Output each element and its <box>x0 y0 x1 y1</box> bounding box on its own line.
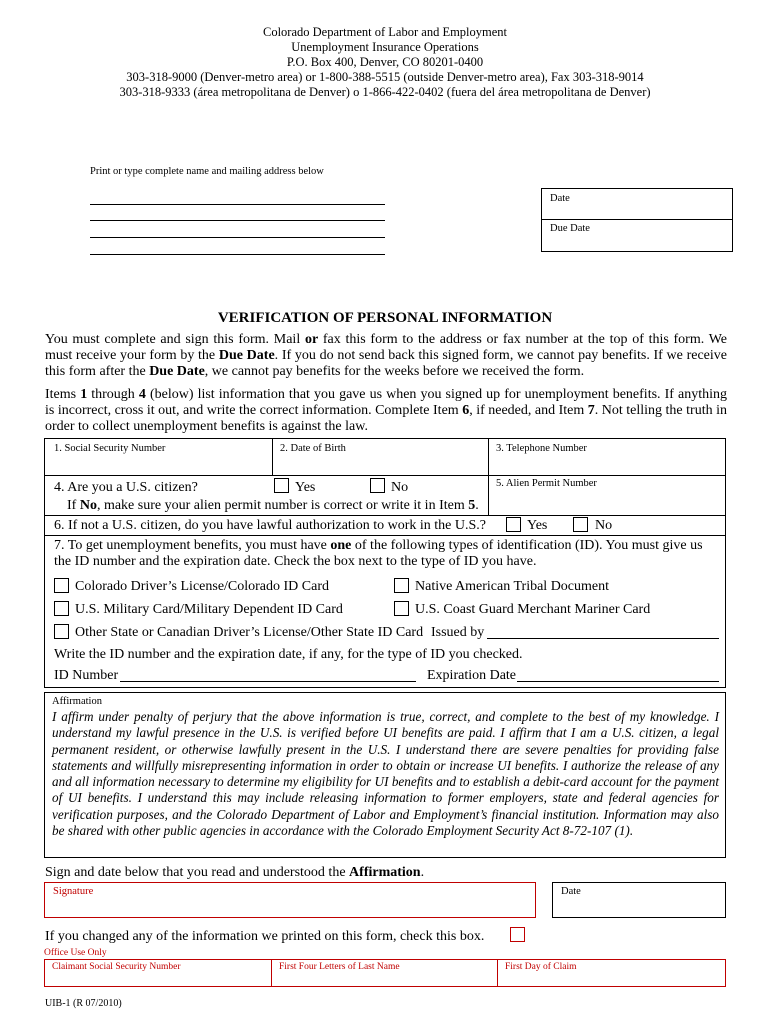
id-coast-guard-label: U.S. Coast Guard Merchant Mariner Card <box>415 602 651 617</box>
id-other-checkbox[interactable] <box>54 624 69 639</box>
item-phone-label: 3. Telephone Number <box>496 443 587 454</box>
address-line-4[interactable] <box>90 254 385 255</box>
id-native-label: Native American Tribal Document <box>415 579 610 594</box>
address-line-3[interactable] <box>90 237 385 238</box>
address-line-2[interactable] <box>90 220 385 221</box>
id-number-label: ID Number <box>54 668 119 683</box>
id-coast-guard-checkbox[interactable] <box>394 601 409 616</box>
expiration-date-label: Expiration Date <box>427 668 517 683</box>
citizen-no-label: No <box>391 480 409 495</box>
office-ssn-label: Claimant Social Security Number <box>52 962 181 972</box>
id-instruction: 7. To get unemployment benefits, you must have one of the following types of identification (ID). You must give us the ID number and the expiration date. Check the box next to the type of ID you have. <box>54 538 703 569</box>
affirmation-text: I affirm under penalty of perjury that the above information is true, correct, and complete to the best of my knowledge. I understand my lawful presence in the U.S. is verified before UI benefits are paid. I affirm that I am a U.S. citizen, a legal permanent resident, or otherwise lawfully present in the U.S. I understand there are severe penalties for providing false statements and willfully misrepresenting information in order to obtain or increase UI benefits. I authorize the release of any and all information necessary to determine my eligibility for UI benefits and to establish a debit-card account for the payment of UI benefits. I understand this may include releasing information to former employers, state and federal agencies for verification purposes, and the Colorado Department of Labor and Employment’s financial institution. Information may also be shared with other public agencies in accordance with the Colorado Employment Security Act 8-72-107 (1). <box>52 709 719 839</box>
citizen-question: 4. Are you a U.S. citizen? <box>54 480 198 495</box>
changed-info-instruction: If you changed any of the information we printed on this form, check this box. <box>45 929 485 944</box>
id-colorado-checkbox[interactable] <box>54 578 69 593</box>
header-line-2: Unemployment Insurance Operations <box>291 40 479 54</box>
citizen-yes-label: Yes <box>295 480 316 495</box>
address-instruction: Print or type complete name and mailing address below <box>90 166 324 177</box>
if-no-instruction: If No, make sure your alien permit number is correct or write it in Item 5. <box>67 498 479 513</box>
citizen-no-checkbox[interactable] <box>370 478 385 493</box>
id-number-field[interactable] <box>120 681 416 682</box>
intro-paragraph-2: Items 1 through 4 (below) list information that you gave us when you signed up for unemployment benefits. If anything is incorrect, cross it out, and write the correct information. Complete Item 6, if needed, and Item 7. Not telling the truth in order to collect unemployment benefits is against the law. <box>45 387 727 434</box>
item-dob-label: 2. Date of Birth <box>280 443 346 454</box>
affirmation-label: Affirmation <box>52 696 102 707</box>
issued-by-label: Issued by <box>431 625 485 640</box>
signature-field[interactable] <box>44 882 536 918</box>
authorization-yes-label: Yes <box>527 518 548 533</box>
sign-instruction: Sign and date below that you read and understood the Affirmation. <box>45 865 425 880</box>
due-date-label: Due Date <box>550 223 590 234</box>
date-label: Date <box>550 193 570 204</box>
header-line-4: 303-318-9000 (Denver-metro area) or 1-800-388-5515 (outside Denver-metro area), Fax 303-318-9014 <box>126 70 644 84</box>
office-use-label: Office Use Only <box>44 948 107 958</box>
item-ssn-label: 1. Social Security Number <box>54 443 166 454</box>
form-title: VERIFICATION OF PERSONAL INFORMATION <box>217 310 553 326</box>
id-other-label: Other State or Canadian Driver’s License/Other State ID Card <box>75 625 424 640</box>
office-use-table <box>44 959 726 987</box>
intro-paragraph-1: You must complete and sign this form. Mail or fax this form to the address or fax number at the top of this form. We must receive your form by the Due Date. If you do not send back this signed form, we cannot pay benefits. If we receive this form after the Due Date, we cannot pay benefits for the weeks before we received the form. <box>45 332 728 379</box>
authorization-yes-checkbox[interactable] <box>506 517 521 532</box>
header-line-5: 303-318-9333 (área metropolitana de Denver) o 1-866-422-0402 (fuera del área metropolitana de Denver) <box>119 85 651 99</box>
header-line-1: Colorado Department of Labor and Employment <box>262 25 508 39</box>
alien-permit-label: 5. Alien Permit Number <box>496 478 597 489</box>
issued-by-field[interactable] <box>487 638 719 639</box>
form-id: UIB-1 (R 07/2010) <box>45 998 122 1009</box>
date-due-box <box>541 188 733 252</box>
id-colorado-label: Colorado Driver’s License/Colorado ID Card <box>75 579 330 594</box>
expiration-date-field[interactable] <box>517 681 719 682</box>
authorization-no-label: No <box>595 518 613 533</box>
id-military-label: U.S. Military Card/Military Dependent ID Card <box>75 602 343 617</box>
authorization-question: 6. If not a U.S. citizen, do you have lawful authorization to work in the U.S.? <box>54 518 486 533</box>
items-table <box>44 438 726 688</box>
office-last-name-label: First Four Letters of Last Name <box>279 962 400 972</box>
header-line-3: P.O. Box 400, Denver, CO 80201-0400 <box>286 55 484 69</box>
sign-date-field[interactable] <box>552 882 726 918</box>
id-military-checkbox[interactable] <box>54 601 69 616</box>
address-line-1[interactable] <box>90 204 385 205</box>
affirmation-box <box>44 692 726 858</box>
sign-date-label: Date <box>561 886 581 897</box>
authorization-no-checkbox[interactable] <box>573 517 588 532</box>
citizen-yes-checkbox[interactable] <box>274 478 289 493</box>
id-native-checkbox[interactable] <box>394 578 409 593</box>
changed-info-checkbox[interactable] <box>510 927 525 942</box>
signature-label: Signature <box>53 886 94 897</box>
write-id-instruction: Write the ID number and the expiration date, if any, for the type of ID you checked. <box>54 647 523 662</box>
office-first-day-label: First Day of Claim <box>505 962 577 972</box>
